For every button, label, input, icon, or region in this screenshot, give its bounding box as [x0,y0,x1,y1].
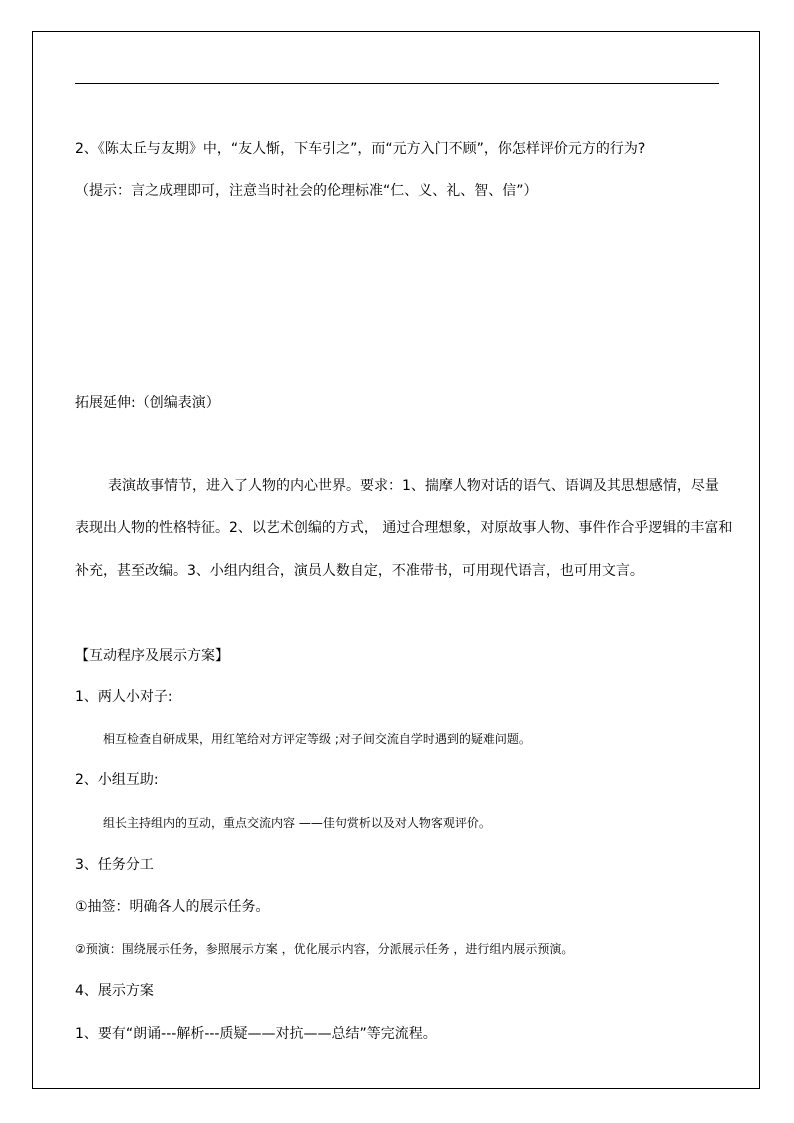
header-rule [75,83,719,84]
item1-title: 1、两人小对子: [75,689,173,705]
extension-paragraph-line-3: 补充，甚至改编。3、小组内组合，演员人数自定，不准带书，可用现代语言，也可用文言。 [75,563,644,579]
item2-text: 组长主持组内的互动，重点交流内容 ——佳句赏析以及对人物客观评价。 [103,816,491,830]
item3-sub1: ①抽签：明确各人的展示任务。 [75,899,270,915]
interaction-heading: 【互动程序及展示方案】 [75,648,229,664]
extension-paragraph-line-1: 表演故事情节，进入了人物的内心世界。要求：1、揣摩人物对话的语气、语调及其思想感情，尽量 [108,478,719,494]
item4-title: 4、展示方案 [75,983,154,999]
question-hint: （提示：言之成理即可，注意当时社会的伦理标准“仁、义、礼、智、信”） [75,183,538,199]
item3-title: 3、任务分工 [75,857,154,873]
item3-sub2: ②预演：围绕展示任务，参照展示方案 ，优化展示内容，分派展示任务 ，进行组内展示预演。 [75,942,574,956]
question-2: 2、《陈太丘与友期》中，“友人惭，下车引之”，而“元方入门不顾”，你怎样评价元方的行为? [75,141,646,157]
extension-heading: 拓展延伸:（创编表演） [75,395,220,411]
extension-paragraph-line-2: 表现出人物的性格特征。2、以艺术创编的方式， 通过合理想象，对原故事人物、事件作合乎逻辑的丰富和 [75,520,733,536]
item4-sub1: 1、要有“朗诵---解析---质疑——对抗——总结”等完流程。 [75,1026,437,1042]
item1-text: 相互检查自研成果，用红笔给对方评定等级 ;对子间交流自学时遇到的疑难问题。 [103,732,531,746]
item2-title: 2、小组互助: [75,772,159,788]
